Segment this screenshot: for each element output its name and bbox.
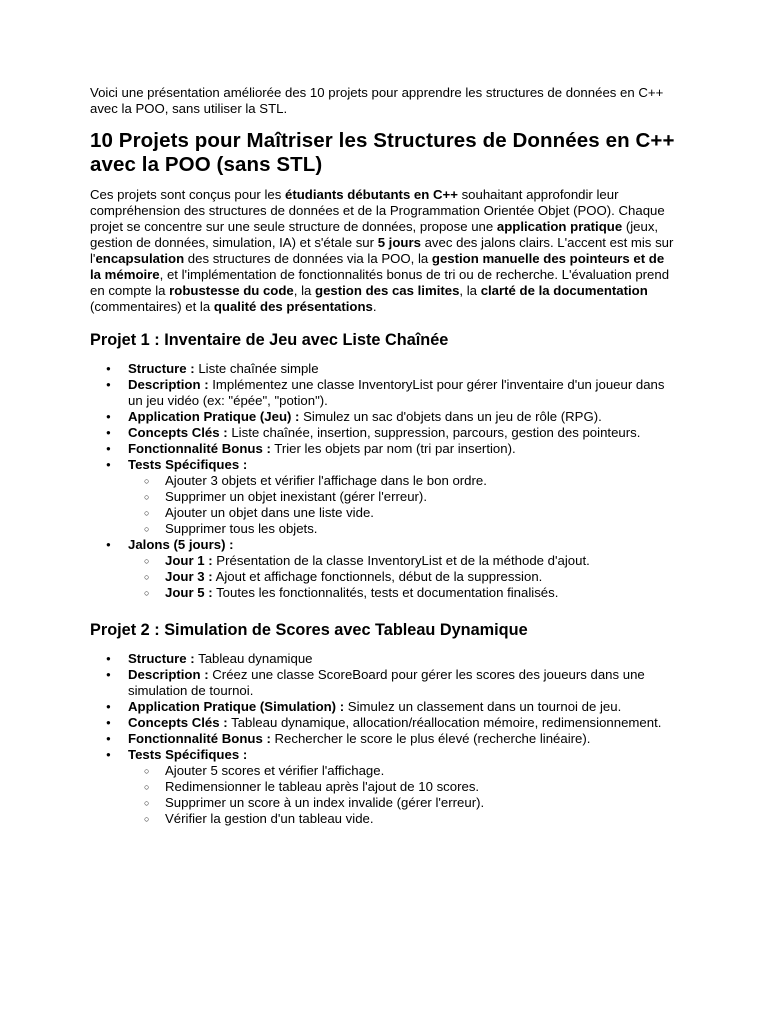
overview-text: (commentaires) et la xyxy=(90,299,214,314)
overview-text: avec des jalons clairs. L'accent est mis sur l' xyxy=(90,235,674,266)
item-text: Simulez un classement dans un tournoi de jeu. xyxy=(344,699,622,714)
sublist-item: ○ Redimensionner le tableau après l'ajout de 10 scores. xyxy=(128,779,678,795)
sublist-item: ○ Supprimer un objet inexistant (gérer l'erreur). xyxy=(128,489,678,505)
sublist-item xyxy=(128,585,678,601)
list-item xyxy=(90,425,678,441)
project2-heading: Projet 2 : Simulation de Scores avec Tableau Dynamique xyxy=(90,621,528,639)
item-label: Jalons (5 jours) : xyxy=(128,537,234,552)
overview-text: , et l'implémentation de fonctionnalités bonus de tri ou de recherche. L'évaluation prend en compte la xyxy=(90,267,670,298)
item-label: Concepts Clés : xyxy=(128,715,228,730)
sublist-item: ○ Supprimer un score à un index invalide (gérer l'erreur). xyxy=(128,795,678,811)
list-item xyxy=(90,457,678,537)
item-label: Application Pratique (Jeu) : xyxy=(128,409,300,424)
item-label: Concepts Clés : xyxy=(128,425,228,440)
list-item xyxy=(90,361,678,377)
item-text: Liste chaînée simple xyxy=(194,361,319,376)
overview-bold: application pratique xyxy=(496,219,623,234)
list-item xyxy=(90,699,678,715)
milestone-label: Jour 5 : xyxy=(165,585,213,600)
project2-list xyxy=(90,651,678,827)
list-item xyxy=(90,667,678,699)
list-item xyxy=(90,377,678,409)
milestone-text: Ajout et affichage fonctionnels, début de la suppression. xyxy=(212,569,543,584)
milestones-sublist xyxy=(128,553,678,601)
overview-text: , la xyxy=(293,283,316,298)
list-item xyxy=(90,747,678,827)
list-item xyxy=(90,537,678,601)
sublist-item: ○ Vérifier la gestion d'un tableau vide. xyxy=(128,811,678,827)
item-label: Description : xyxy=(128,667,209,682)
item-text: Simulez un sac d'objets dans un jeu de rôle (RPG). xyxy=(299,409,602,424)
list-item xyxy=(90,731,678,747)
intro-text: Voici une présentation améliorée des 10 projets pour apprendre les structures de données en C++ avec la POO, sans utiliser la STL. xyxy=(90,85,664,116)
overview-bold: encapsulation xyxy=(95,251,185,266)
overview-bold: clarté de la documentation xyxy=(480,283,648,298)
item-label: Application Pratique (Simulation) : xyxy=(128,699,345,714)
tests-sublist xyxy=(128,763,678,827)
overview-bold: gestion des cas limites xyxy=(315,283,460,298)
item-text: Implémentez une classe InventoryList pour gérer l'inventaire d'un joueur dans un jeu vidéo (ex: "épée", "potion"). xyxy=(128,377,665,408)
item-label: Fonctionnalité Bonus : xyxy=(128,441,271,456)
sublist-item: ○ Ajouter 3 objets et vérifier l'affichage dans le bon ordre. xyxy=(128,473,678,489)
list-item xyxy=(90,715,678,731)
item-text: Trier les objets par nom (tri par insertion). xyxy=(270,441,516,456)
overview-bold: 5 jours xyxy=(377,235,421,250)
project1-list xyxy=(90,361,678,601)
overview-text: Ces projets sont conçus pour les xyxy=(90,187,285,202)
list-item xyxy=(90,651,678,667)
milestone-text: Toutes les fonctionnalités, tests et documentation finalisés. xyxy=(212,585,559,600)
item-label: Structure : xyxy=(128,651,195,666)
sublist-item: ○ Supprimer tous les objets. xyxy=(128,521,678,537)
item-text: Tableau dynamique, allocation/réallocation mémoire, redimensionnement. xyxy=(227,715,662,730)
sublist-item: ○ Ajouter 5 scores et vérifier l'affichage. xyxy=(128,763,678,779)
list-item xyxy=(90,409,678,425)
item-text: Créez une classe ScoreBoard pour gérer les scores des joueurs dans une simulation de tournoi. xyxy=(128,667,645,698)
tests-sublist xyxy=(128,473,678,537)
project1-heading: Projet 1 : Inventaire de Jeu avec Liste Chaînée xyxy=(90,331,449,349)
sublist-item xyxy=(128,553,678,569)
item-text: Liste chaînée, insertion, suppression, parcours, gestion des pointeurs. xyxy=(227,425,641,440)
item-label: Tests Spécifiques : xyxy=(128,457,248,472)
overview-bold: qualité des présentations xyxy=(213,299,373,314)
milestone-label: Jour 1 : xyxy=(165,553,213,568)
document-title: 10 Projets pour Maîtriser les Structures de Données en C++ avec la POO (sans STL) xyxy=(90,129,675,176)
document-page xyxy=(90,85,678,846)
overview-text: (jeux, gestion de données, simulation, IA) et s'étale sur xyxy=(90,219,659,250)
overview-bold: étudiants débutants en C++ xyxy=(284,187,458,202)
overview-text: . xyxy=(372,299,377,314)
item-label: Description : xyxy=(128,377,209,392)
overview-text: des structures de données via la POO, la xyxy=(184,251,432,266)
item-label: Fonctionnalité Bonus : xyxy=(128,731,271,746)
item-label: Tests Spécifiques : xyxy=(128,747,248,762)
overview-text: souhaitant approfondir leur compréhension des structures de données et de la Programmation Orientée Objet (POO). Chaque projet se concentre sur une seule structure de données, propose une xyxy=(90,187,665,234)
item-label: Structure : xyxy=(128,361,195,376)
sublist-item xyxy=(128,569,678,585)
overview-paragraph xyxy=(90,187,678,315)
overview-bold: robustesse du code xyxy=(169,283,294,298)
overview-text: , la xyxy=(459,283,481,298)
overview-bold: gestion manuelle des pointeurs et de la mémoire xyxy=(90,251,665,282)
milestone-label: Jour 3 : xyxy=(165,569,213,584)
item-text: Rechercher le score le plus élevé (recherche linéaire). xyxy=(270,731,591,746)
milestone-text: Présentation de la classe InventoryList et de la méthode d'ajout. xyxy=(212,553,590,568)
item-text: Tableau dynamique xyxy=(194,651,313,666)
sublist-item: ○ Ajouter un objet dans une liste vide. xyxy=(128,505,678,521)
list-item xyxy=(90,441,678,457)
